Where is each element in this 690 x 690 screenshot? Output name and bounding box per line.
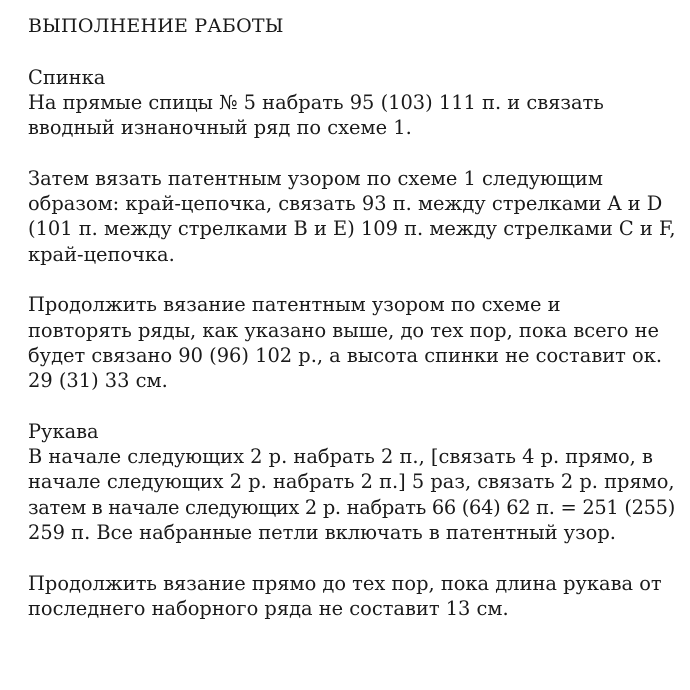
text-line: 259 п. Все набранные петли включать в патентный узор.	[28, 520, 616, 544]
text-line: вводный изнаночный ряд по схеме 1.	[28, 116, 412, 140]
section-heading-sleeves: Рукава	[28, 419, 99, 443]
paragraph-sleeves-2	[28, 571, 678, 622]
document-page	[28, 14, 678, 621]
paragraph-back-2	[28, 166, 678, 267]
text-line: На прямые спицы № 5 набрать 95 (103) 111 п. и связать	[28, 90, 604, 114]
spacer	[28, 140, 678, 165]
text-line: последнего наборного ряда не составит 13 см.	[28, 596, 509, 620]
text-line: Продолжить вязание прямо до тех пор, пока длина рукава от	[28, 571, 662, 595]
paragraph-sleeves-1	[28, 444, 678, 545]
spacer	[28, 39, 678, 64]
document-title: ВЫПОЛНЕНИЕ РАБОТЫ	[28, 15, 284, 37]
text-line: (101 п. между стрелками B и E) 109 п. между стрелками C и F,	[28, 217, 676, 241]
section-sleeves	[28, 419, 678, 621]
spacer	[28, 267, 678, 292]
text-line: начале следующих 2 р. набрать 2 п.] 5 раз, связать 2 р. прямо,	[28, 470, 675, 494]
section-heading-back: Спинка	[28, 65, 106, 89]
text-line: повторять ряды, как указано выше, до тех пор, пока всего не	[28, 318, 659, 342]
paragraph-back-3	[28, 292, 678, 393]
text-line: Затем вязать патентным узором по схеме 1 следующим	[28, 166, 603, 190]
text-line: образом: край-цепочка, связать 93 п. между стрелками A и D	[28, 192, 663, 216]
text-line: край-цепочка.	[28, 242, 175, 266]
section-back	[28, 65, 678, 394]
text-line: затем в начале следующих 2 р. набрать 66 (64) 62 п. = 251 (255)	[28, 495, 675, 519]
text-line: В начале следующих 2 р. набрать 2 п., [связать 4 р. прямо, в	[28, 445, 653, 469]
spacer	[28, 393, 678, 418]
text-line: будет связано 90 (96) 102 р., а высота спинки не составит ок.	[28, 343, 663, 367]
text-line: Продолжить вязание патентным узором по схеме и	[28, 293, 561, 317]
paragraph-back-1	[28, 90, 678, 141]
spacer	[28, 545, 678, 570]
text-line: 29 (31) 33 см.	[28, 369, 168, 393]
